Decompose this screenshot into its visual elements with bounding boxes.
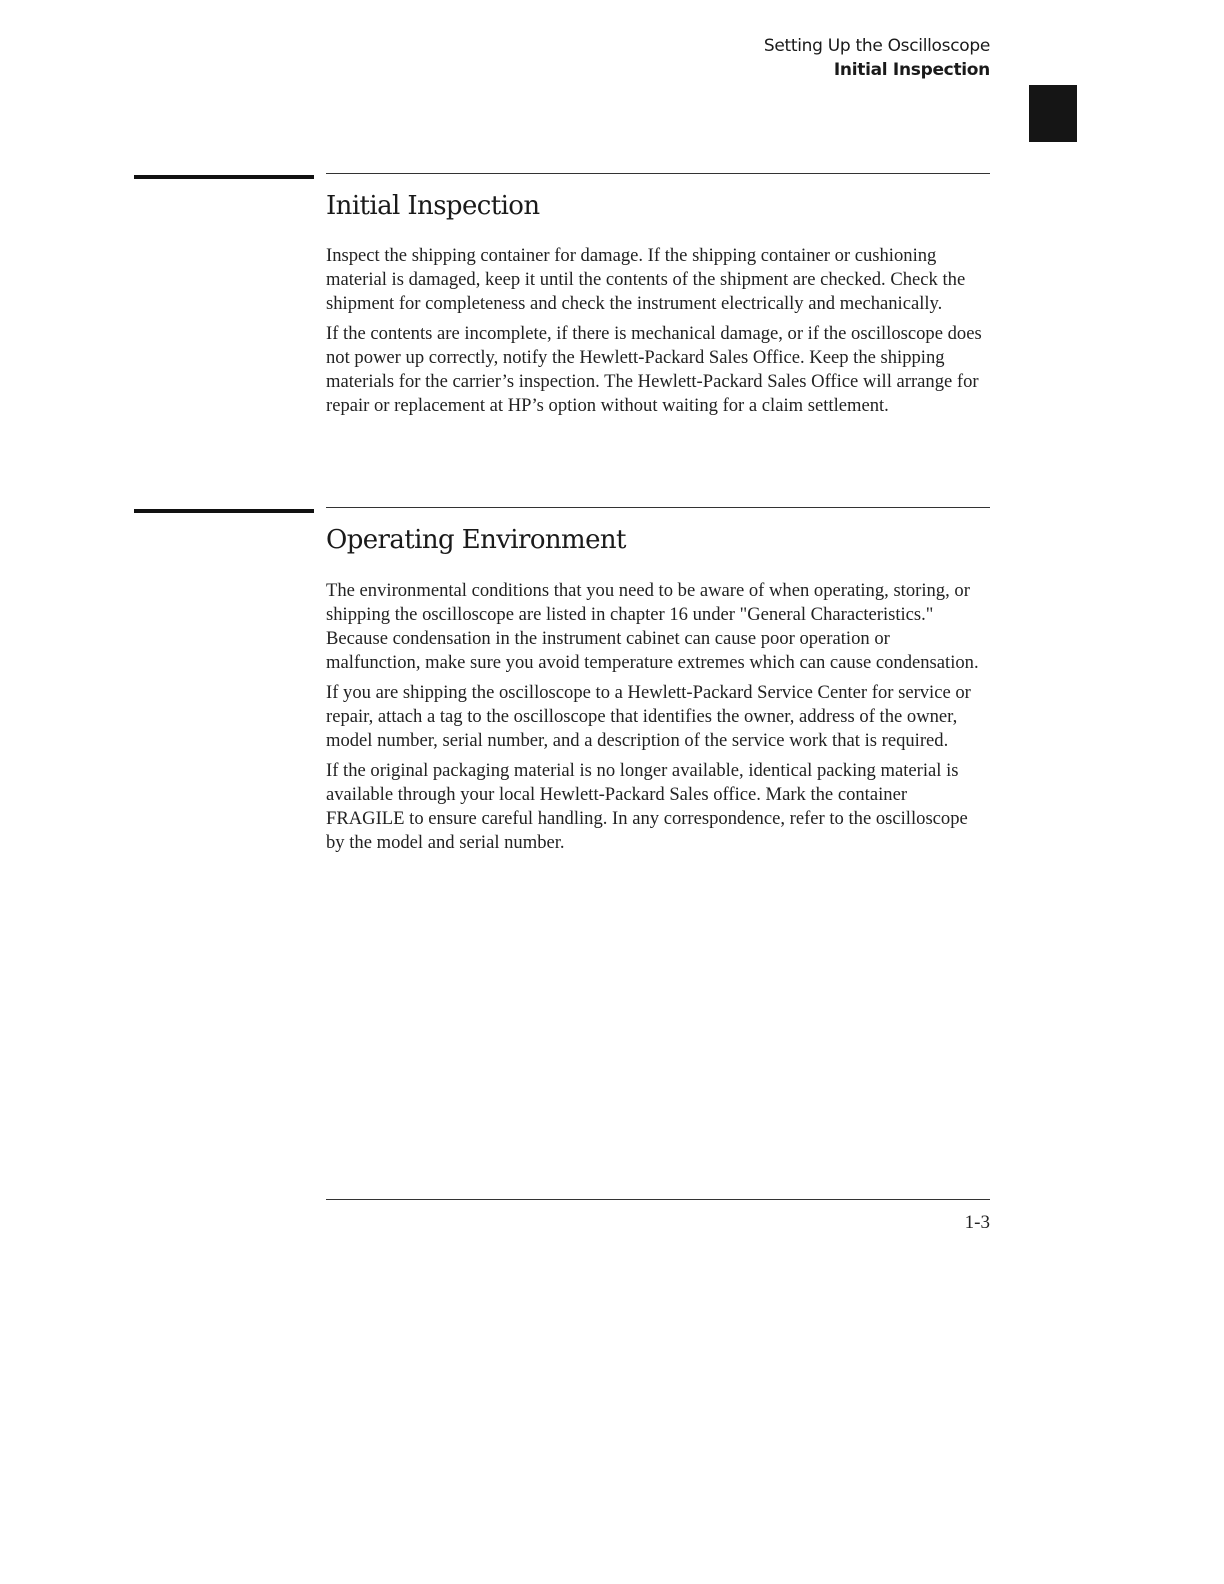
section-title-operating-environment: Operating Environment <box>326 525 626 555</box>
running-head-section: Initial Inspection <box>833 60 990 80</box>
section-margin-rule <box>134 175 314 179</box>
running-head-chapter: Setting Up the Oscilloscope <box>763 36 990 56</box>
paragraph: If the contents are incomplete, if there is mechanical damage, or if the oscilloscope does not power up correctly, notify the Hewlett-Packard Sales Office. Keep the shipping materials for the carrier’s inspection. The Hewlett-Packard Sales Office will arrange for repair or replacement at HP’s option without waiting for a claim settlement. <box>326 323 982 416</box>
section-divider <box>326 507 990 508</box>
page-number: 1-3 <box>964 1212 990 1233</box>
paragraph: If you are shipping the oscilloscope to a Hewlett-Packard Service Center for service or repair, attach a tag to the oscilloscope that identifies the owner, address of the owner, model number, serial number, and a description of the service work that is required. <box>326 682 971 751</box>
paragraph: The environmental conditions that you need to be aware of when operating, storing, or shipping the oscilloscope are listed in chapter 16 under "General Characteristics." Because condensation in the instrument cabinet can cause poor operation or malfunction, make sure you avoid temperature extremes which can cause condensation. <box>326 580 979 673</box>
section-body-operating-environment <box>326 579 986 861</box>
chapter-thumb-tab <box>1029 85 1077 142</box>
section-margin-rule <box>134 509 314 513</box>
section-title-initial-inspection: Initial Inspection <box>326 191 540 221</box>
running-head <box>764 34 990 82</box>
section-divider <box>326 173 990 174</box>
paragraph: If the original packaging material is no longer available, identical packing material is available through your local Hewlett-Packard Sales office. Mark the container FRAGILE to ensure careful handling. In any correspondence, refer to the oscilloscope by the model and serial number. <box>326 760 968 853</box>
paragraph: Inspect the shipping container for damage. If the shipping container or cushioning material is damaged, keep it until the contents of the shipment are checked. Check the shipment for completeness and check the instrument electrically and mechanically. <box>326 245 966 314</box>
section-body-initial-inspection <box>326 244 986 424</box>
footer-rule <box>326 1199 990 1200</box>
